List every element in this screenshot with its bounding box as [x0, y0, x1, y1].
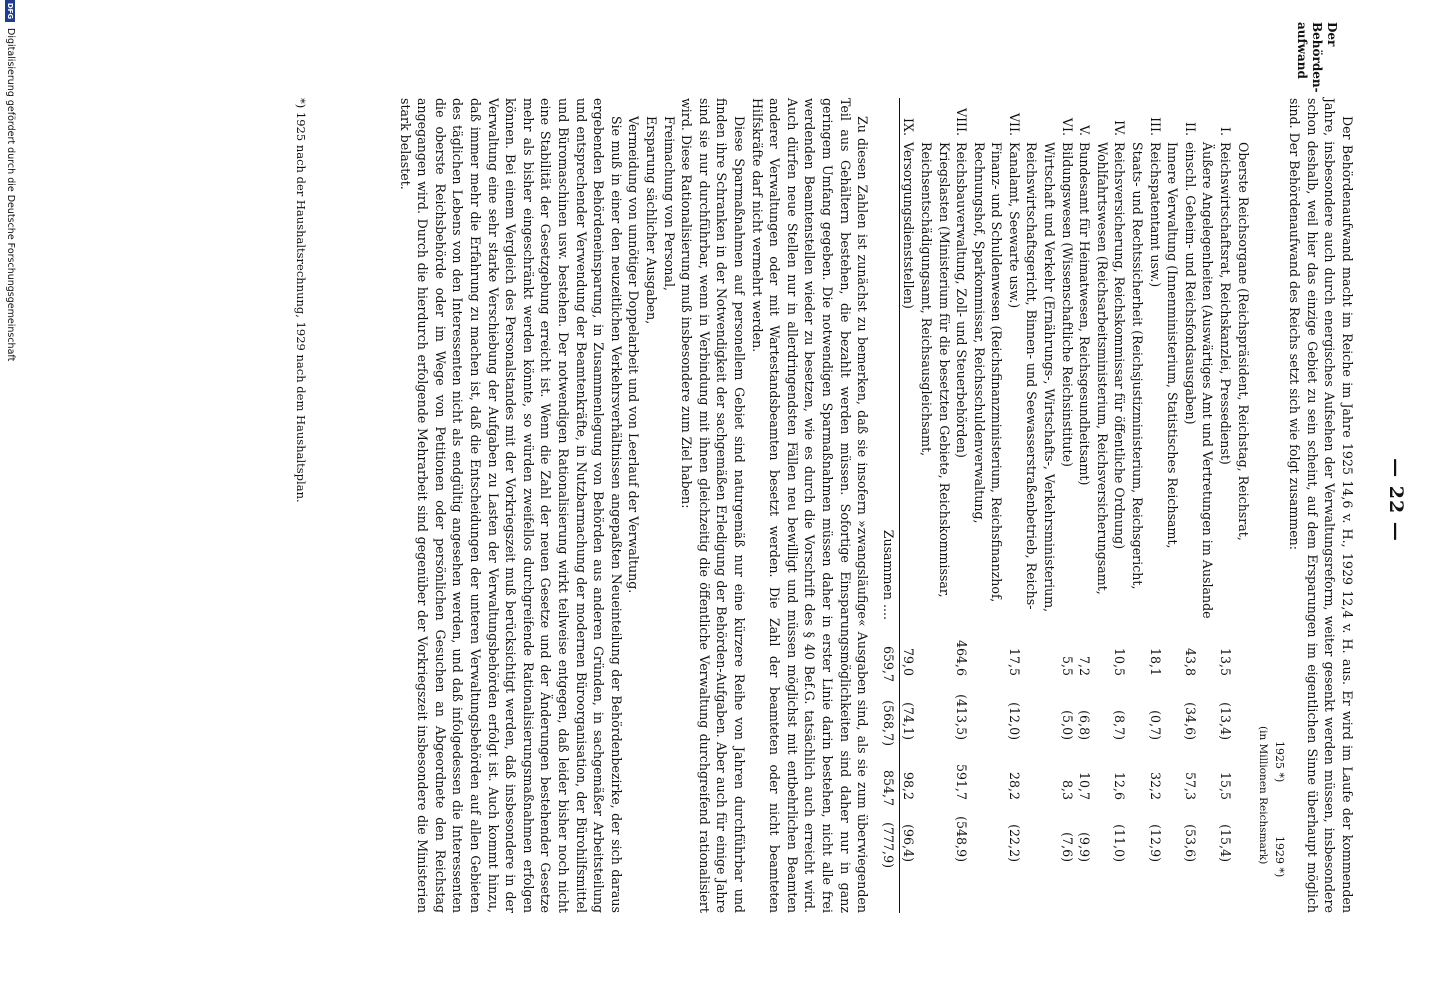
row-number: II. — [1182, 122, 1198, 136]
row-label: Wohlfahrtswesen (Reichsarbeitsministerium, Reichsversicherungsamt, Bundesamt für Heimatwesen, Reichsgesundheitsamt) — [1077, 142, 1110, 595]
value-1929-personnel: (7,6) — [1059, 832, 1075, 862]
margin-note: Der Behörden- aufwand — [1295, 22, 1339, 93]
dfg-logo: DFG — [5, 0, 15, 22]
row-number: VIII. — [954, 107, 970, 136]
value-1925-personnel: (8,7) — [1112, 710, 1128, 740]
value-1925: 79,0 — [901, 647, 917, 676]
row-number: III. — [1147, 117, 1163, 136]
value-1929-personnel: (96,4) — [901, 824, 917, 862]
table-row — [1146, 98, 1181, 913]
value-1925: 43,8 — [1182, 647, 1198, 676]
row-label: Wirtschaft und Verkehr (Ernährungs-, Wirtschafts-, Verkehrsministerium, Reichswirtschaftsgericht, Binnen- und Seewasserstraßenbetrieb, Reichs-Kanalamt, Seewarte usw.) — [1006, 142, 1058, 613]
value-1925-personnel: (6,8) — [1077, 710, 1093, 740]
row-number: I. — [1218, 127, 1234, 136]
row-label: Äußere Angelegenheiten (Auswärtiges Amt und Vertretungen im Auslande einschl. Geheim- und Reichsfondsausgaben) — [1182, 142, 1216, 619]
value-1925: 10,5 — [1112, 647, 1128, 676]
value-1929-personnel: (12,9) — [1147, 824, 1163, 862]
value-1929-personnel: (11,0) — [1112, 824, 1128, 862]
value-1925-personnel: (413,5) — [954, 694, 970, 740]
value-1925-personnel: (12,0) — [1006, 702, 1022, 740]
total-1929-personnel: (777,9) — [880, 822, 896, 868]
row-number: V. — [1077, 125, 1093, 136]
header-1925: 1925 *) — [1272, 741, 1286, 783]
page-number: — 22 — — [1385, 458, 1407, 542]
table-row — [1058, 98, 1076, 913]
value-1929: 10,7 — [1077, 771, 1093, 800]
table-row — [1111, 98, 1146, 913]
paragraph-2: Diese Sparmaßnahmen auf personellem Gebiet sind naturgemäß nur eine kürzere Reihe von Jahren durchführbar und finden ihre Schranken in der Notwendigkeit der sachgemäßen Erledigung der Behörden-Aufgaben. Aber auch für einige Jahre sind sie nur durchführbar, wenn in Verbindung mit ihnen gleichzeitig die öffentliche Verwaltung durchgreifend rationalisiert wird. Diese Rationalisierung muß insbesondere zum Ziel haben: — [679, 98, 747, 913]
row-label: Oberste Reichsorgane (Reichspräsident, Reichstag, Reichsrat, Reichswirtschaftsrat, Reichskanzlei, Pressedienst) — [1218, 142, 1251, 541]
table-row — [1005, 98, 1058, 913]
goal-2: Ersparung sächlicher Ausgaben, — [644, 116, 660, 325]
digitization-note — [4, 0, 16, 1000]
value-1925: 5,5 — [1059, 655, 1075, 676]
total-1925: 659,7 — [880, 645, 896, 682]
unit-label: (in Millionen Reichsmark) — [1256, 726, 1269, 865]
row-label: Finanz- und Schuldenwesen (Reichsfinanzministerium, Reichsfinanzhof, Rechnungshof, Sparkommissar, Reichsschuldenverwaltung, Reichsbauverwaltung, Zoll- und Steuerbehörden) — [954, 142, 1005, 603]
value-1929: 591,7 — [954, 763, 970, 800]
table-row — [953, 98, 1006, 913]
table-row — [1076, 98, 1111, 913]
value-1925-personnel: (34,6) — [1182, 702, 1198, 740]
total-row — [879, 98, 897, 913]
row-label: Bildungswesen (Wissenschaftliche Reichsinstitute) — [1059, 142, 1075, 467]
value-1929-personnel: (9,9) — [1077, 832, 1093, 862]
value-1929: 12,6 — [1112, 771, 1128, 800]
paragraph-3: Sie muß in einer den neuzeitlichen Verkehrsverhältnissen angepaßten Neueinteilung der Behördenbezirke, der sich daraus ergebenden Behördeneinsparung, in Zusammenlegung von Behörden aus anderen Gründen, in sachgemäßer Arbeitsteilung und entsprechender Verwendung der Beamtenkräfte, in Nutzbarmachung der modernen Büroorganisation, der Bürohilfsmittel und Büromaschinen usw. bestehen. Der notwendigen Rationalisierung wirkt teilweise entgegen, daß leider bisher noch nicht eine Stabilität der Gesetzgebung erreicht ist. Wenn die Zahl der neuen Gesetze und der Änderungen bestehender Gesetze mehr als bisher eingeschränkt werden könnte, so würden zweifellos durchgreifende Rationalisierungsmaßnahmen erfolgen können. Bei einem Vergleich des Personalstandes mit der Vorkriegszeit muß berücksichtigt werden, daß insbesondere in der Verwaltung eine sehr starke Verschiebung der Aufgaben zu Lasten der Verwaltungsbehörden erfolgt ist. Auch kommt hinzu, daß immer mehr die Erfahrung zu machen ist, daß die Entscheidungen der unteren Verwaltungsbehörden auf allen Gebieten des täglichen Lebens von den Interessenten nicht als endgültig angesehen werden, und daß infolgedessen die Interessenten die oberste Reichsbehörde oder im Wege von Petitionen oder persönlichen Gesuchen an Abgeordnete den Reichstag angegangen wird. Durch die hierdurch erfolgende Mehrarbeit sind gegenüber der Vorkriegszeit insbesondere die Ministerien stark belastet. — [397, 98, 624, 913]
value-1929: 98,2 — [901, 771, 917, 800]
value-1929-personnel: (548,9) — [954, 816, 970, 862]
value-1929: 8,3 — [1059, 779, 1075, 800]
row-label: Staats- und Rechtssicherheit (Reichsjustizministerium, Reichsgericht, Reichsversicherung, Reichskommissar für öffentliche Ordnung) — [1112, 142, 1146, 590]
value-1925: 464,6 — [954, 639, 970, 676]
value-1925-personnel: (0,7) — [1147, 710, 1163, 740]
row-number: VI. — [1059, 117, 1075, 136]
header-1929: 1929 *) — [1272, 836, 1286, 878]
value-1925-personnel: (74,1) — [901, 702, 917, 740]
goal-1: Freimachung von Personal, — [661, 116, 677, 292]
row-label: Innere Verwaltung (Innenministerium, Statistisches Reichsamt, Reichspatentamt usw.) — [1147, 142, 1181, 549]
table-row — [1181, 98, 1216, 913]
intro-paragraph: Der Behördenaufwand macht im Reiche im Jahre 1925 14,6 v. H., 1929 12,4 v. H. aus. Er wird im Laufe der kommenden Jahre, insbesondere auch durch energisches Aufsehen der Verwaltungsreform, weiter gesenkt werden müssen, insbesondere schon deshalb, weil hier das einzige Gebiet zu sein scheint, auf dem Ersparungen im eigentlichen Sinne überhaupt möglich sind. Der Behördenaufwand des Reichs setzt sich wie folgt zusammen: — [1287, 98, 1355, 913]
value-1929-personnel: (53,6) — [1182, 824, 1198, 862]
value-1925: 7,2 — [1077, 655, 1093, 676]
value-1925: 18,1 — [1147, 647, 1163, 676]
total-1929: 854,7 — [880, 769, 896, 806]
row-number: IX. — [901, 118, 917, 136]
value-1929-personnel: (22,2) — [1006, 824, 1022, 862]
table-row — [1216, 98, 1251, 913]
goal-3: Vermeidung von unnötiger Doppelarbeit und von Leerlauf der Verwaltung. — [626, 116, 642, 594]
value-1925-personnel: (5,0) — [1059, 710, 1075, 740]
value-1929: 57,3 — [1182, 771, 1198, 800]
value-1929: 28,2 — [1006, 771, 1022, 800]
paragraph-1: Zu diesen Zahlen ist zunächst zu bemerken, daß sie insofern »zwangsläufige« Ausgaben sind, als sie zum überwiegenden Teil aus Gehältern bestehen, die bezahlt werden müssen. Sofortige Einsparungsmöglichkeiten sind daher nur in ganz geringem Umfang gegeben. Die notwendigen Sparmaßnahmen müssen daher in erster Linie darin bestehen, nicht alle frei werdenden Beamtenstellen wieder zu besetzen, wie es durch die Vorschrift des § 40 Bef.G. tatsächlich auch erreicht wird. Auch dürfen neue Stellen nur in allerdringendsten Fällen neu bewilligt und müssen möglichst mit entbehrlichen Beamten anderer Verwaltungen oder mit Wartestandsbeamten besetzt werden. Die Zahl der beamteten oder nicht beamteten Hilfskräfte darf nicht vermehrt werden. — [749, 98, 871, 913]
digitization-text: Digitalisierung gefördert durch die Deutsche Forschungsgemeinschaft — [5, 28, 16, 362]
table-header — [1252, 98, 1286, 913]
total-1925-personnel: (568,7) — [880, 700, 896, 746]
expense-table — [899, 98, 1252, 913]
value-1929: 15,5 — [1218, 771, 1234, 800]
table-row — [899, 98, 953, 913]
value-1925-personnel: (13,4) — [1218, 702, 1234, 740]
total-label: Zusammen .... — [880, 529, 896, 620]
value-1925: 13,5 — [1218, 647, 1234, 676]
footnote: *) 1925 nach der Haushaltsrechnung, 1929 nach dem Haushaltsplan. — [294, 98, 308, 503]
row-label: Kriegslasten (Ministerium für die besetzten Gebiete, Reichskommissar, Reichsentschädigungsamt, Reichsausgleichsamt, Versorgungsdienststellen) — [901, 142, 952, 598]
value-1929-personnel: (15,4) — [1218, 824, 1234, 862]
row-number: IV. — [1112, 120, 1128, 136]
value-1925: 17,5 — [1006, 647, 1022, 676]
value-1929: 32,2 — [1147, 771, 1163, 800]
page-body — [396, 98, 1356, 913]
row-number: VII. — [1006, 112, 1022, 136]
